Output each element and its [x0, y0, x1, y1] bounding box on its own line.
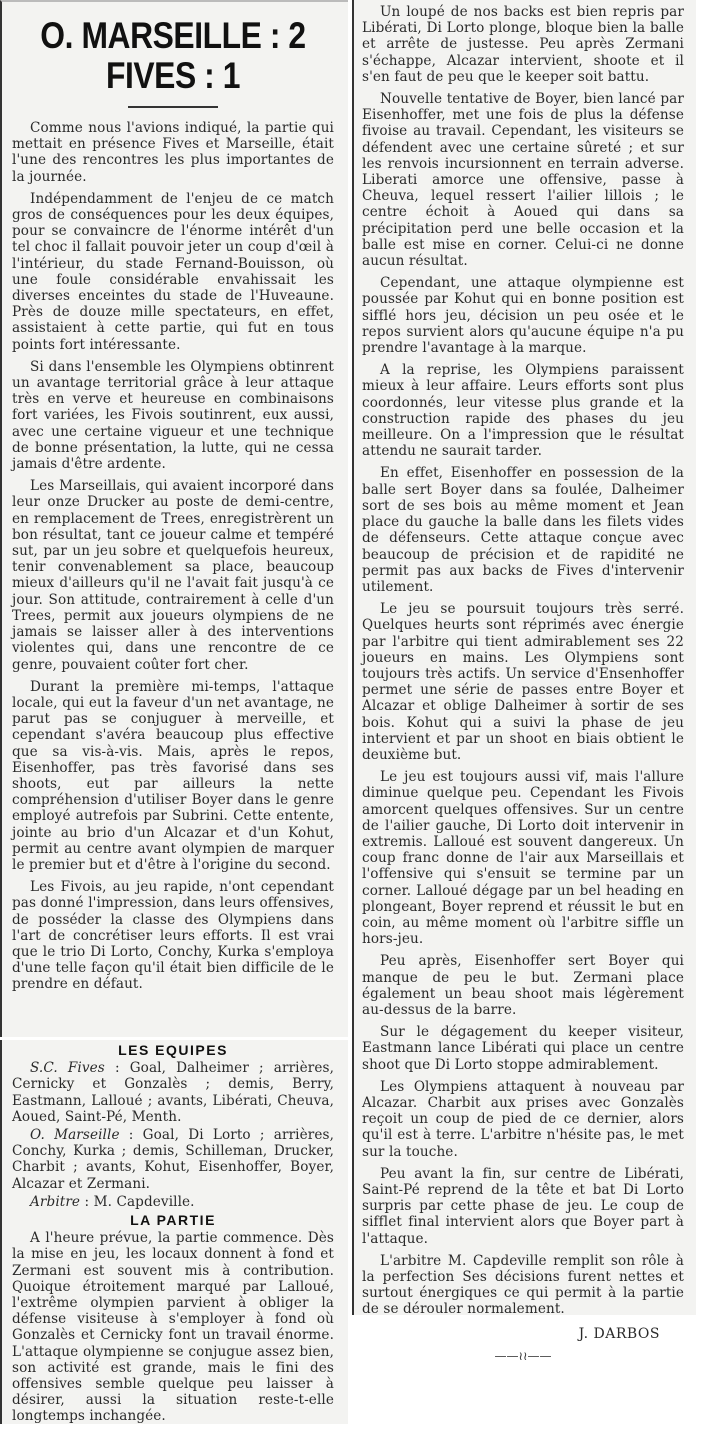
paragraph: Peu après, Eisenhoffer sert Boyer qui manque de peu le but. Zermani place également un beau shoot mais légèrement au-dessus de la barre. — [362, 953, 684, 1018]
headline-line-2: FIVES : 1 — [105, 55, 241, 96]
lineup-fives-text: : Goal, Dalheimer ; arrières, Cernicky et Gonzalès ; demis, Berry, Eastmann, Lalloué ; avants, Libérati, Cheuva, Aoued, Saint-Pé, Menth. — [12, 1060, 334, 1125]
referee-line — [12, 1194, 334, 1210]
paragraph: Le jeu se poursuit toujours très serré. Quelques heurts sont réprimés avec énergie par l'arbitre qui tient admirablement ses 22 joueurs en mains. Les Olympiens sont toujours très actifs. Un service d'Ensenhoffer permet une série de passes entre Boyer et Alcazar et oblige Dalheimer à sortir de ses bois. Kohut qui a suivi la phase de jeu intervient et par un shoot en biais obtient le deuxième but. — [362, 601, 684, 763]
lineup-marseille-text: : Goal, Di Lorto ; arrières, Conchy, Kurka ; demis, Schilleman, Drucker, Charbit ; avants, Kohut, Eisenhoffer, Boyer, Alcazar et Zermani. — [12, 1127, 334, 1192]
paragraph: Indépendamment de l'enjeu de ce match gros de conséquences pour les deux équipes, pour se convaincre de l'énorme intérêt d'un tel choc il fallait pouvoir jeter un coup d'œil à l'intérieur, du stade Fernand-Bouisson, où une foule considérable envahissait les diverses enceintes du stade de l'Huveaune. Près de douze mille spectateurs, en effet, assistaient à cette partie, qui fut en tous points fort intéressante. — [12, 190, 334, 353]
paragraph: Cependant, une attaque olympienne est poussée par Kohut qui en bonne position est sifflé hors jeu, décision un peu osée et le repos survient alors qu'aucune équipe n'a pu prendre l'avantage à la marque. — [362, 275, 684, 357]
team-label-fives: S.C. Fives — [30, 1060, 105, 1077]
headline-rule — [128, 106, 218, 108]
paragraph: Peu avant la fin, sur centre de Libérati, Saint-Pé reprend de la tête et bat Di Lorto surpris par cette phase de jeu. Le coup de sifflet final intervient alors que Boyer part à l'attaque. — [362, 1165, 684, 1247]
paragraph: Durant la première mi-temps, l'attaque locale, qui eut la faveur d'un net avantage, ne parut pas se conjuguer à merveille, et cependant s'avéra beaucoup plus effective que sa vis-à-vis. Mais, après le repos, Eisenhoffer, pas très favorisé dans ses shoots, eut par ailleurs la nette compréhension d'utiliser Boyer dans le genre employé autrefois par Subrini. Cette entente, jointe au brio d'un Alcazar et d'un Kohut, permit au centre avant olympien de marquer le premier but et d'être à l'origine du second. — [12, 678, 334, 873]
end-ornament: ——≀≀—— — [494, 1348, 552, 1363]
referee-label: Arbitre — [30, 1193, 81, 1210]
paragraph: Nouvelle tentative de Boyer, bien lancé par Eisenhoffer, met une fois de plus la défense fivoise au travail. Cependant, les visiteurs se défendent avec une certaine sûreté ; et sur les renvois incursionnent en terrain adverse. Liberati amorce une offensive, passe à Cheuva, lequel ressert l'ailier lillois ; le centre échoit à Aoued qui dans sa précipitation perd une belle occasion et la balle est mise en corner. Celui-ci ne donne aucun résultat. — [362, 91, 684, 270]
paragraph: Les Marseillais, qui avaient incorporé dans leur onze Drucker au poste de demi-centre, en remplacement de Trees, enregistrèrent un bon résultat, tant ce joueur calme et tempéré sut, par un jeu sobre et quelquefois heureux, tenir convenablement sa place, beaucoup mieux d'ailleurs qu'il ne l'avait fait jusqu'à ce jour. Son attitude, contrairement à celle d'un Trees, permit aux joueurs olympiens de ne jamais se laisser aller à des interventions violentes qui, dans une rencontre de ce genre, pouvaient coûter fort cher. — [12, 478, 334, 673]
lineup-marseille — [12, 1127, 334, 1192]
paragraph: Si dans l'ensemble les Olympiens obtinrent un avantage territorial grâce à leur attaque très en verve et heureuse en combinaisons fort variées, les Fivois soutinrent, eux aussi, avec une certaine vigueur et une technique de bonne présentation, la lutte, qui ne cessa jamais d'être ardente. — [12, 358, 334, 473]
teams-heading: LES EQUIPES — [118, 1042, 228, 1058]
article-column-right — [362, 4, 684, 1364]
team-label-marseille: O. Marseille — [30, 1127, 120, 1144]
paragraph: L'arbitre M. Capdeville remplit son rôle à la perfection Ses décisions furent nettes et surtout énergiques ce qui permit à la partie de se dérouler normalement. — [362, 1252, 684, 1318]
paragraph: A la reprise, les Olympiens paraissent mieux à leur affaire. Leurs efforts sont plus coordonnés, leur vitesse plus grande et la construction rapide des phases du jeu meilleure. On a l'impression que le résultat attendu ne saurait tarder. — [362, 362, 684, 460]
paragraph: En effet, Eisenhoffer en possession de la balle sert Boyer dans sa foulée, Dalheimer sort de ses bois au même moment et Jean place du gauche la balle dans les filets vides de défenseurs. Cette attaque conçue avec beaucoup de précision et de rapidité ne permit pas aux backs de Fives d'intervenir utilement. — [362, 465, 684, 595]
article-column-left-bottom — [12, 1042, 334, 1431]
paragraph: A l'heure prévue, la partie commence. Dès la mise en jeu, les locaux donnent à fond et Zermani est souvent mis à contribution. Quoique étroitement marqué par Lalloué, l'extrême olympien parvient à obliger la défense visiteuse à s'employer à fond où Gonzalès et Cernicky font un travail énorme. L'attaque olympienne se conjugue assez bien, son activité est grande, mais le fini des offensives semble quelque peu laisser à désirer, aussi la situation reste-t-elle longtemps inchangée. — [12, 1230, 334, 1425]
paragraph: Le jeu est toujours aussi vif, mais l'allure diminue quelque peu. Cependant les Fivois amorcent quelques offensives. Sur un centre de l'ailier gauche, Di Lorto doit intervenir in extremis. Lalloué est souvent dangereux. Un coup franc donne de l'air aux Marseillais et l'offensive qui s'ensuit se termine par un corner. Lalloué dégage par un bel heading en plongeant, Boyer reprend et réussit le but en coin, au même moment où l'arbitre siffle un hors-jeu. — [362, 769, 684, 948]
match-heading: LA PARTIE — [130, 1212, 216, 1229]
referee-text: : M. Capdeville. — [80, 1193, 195, 1210]
paragraph: Les Olympiens attaquent à nouveau par Alcazar. Charbit aux prises avec Gonzalès reçoit un coup de pied de ce dernier, alors qu'il est à terre. L'arbitre n'hésite pas, le met sur la touche. — [362, 1078, 684, 1160]
article-column-left — [12, 16, 334, 999]
paragraph: Un loupé de nos backs est bien repris par Libérati, Di Lorto plonge, bloque bien la balle et arrête de justesse. Peu après Zermani s'échappe, Alcazar intervient, shoote et il s'en faut de peu que le keeper soit battu. — [362, 4, 684, 85]
headline-line-1: O. MARSEILLE : 2 — [40, 15, 306, 56]
headline — [35, 16, 312, 96]
author-signature: J. DARBOS — [578, 1325, 660, 1342]
paragraph: Sur le dégagement du keeper visiteur, Eastmann lance Libérati qui place un centre shoot que Di Lorto stoppe admirablement. — [362, 1024, 684, 1073]
lineup-fives — [12, 1060, 334, 1125]
paragraph: Comme nous l'avions indiqué, la partie qui mettait en présence Fives et Marseille, était l'une des rencontres les plus importantes de la journée. — [12, 120, 334, 185]
paragraph: Les Fivois, au jeu rapide, n'ont cependant pas donné l'impression, dans leurs offensives, de posséder la classe des Olympiens dans l'art de concrétiser leurs efforts. Il est vrai que le trio Di Lorto, Conchy, Kurka s'employa d'une telle façon qu'il était bien difficile de le prendre en défaut. — [12, 879, 334, 993]
